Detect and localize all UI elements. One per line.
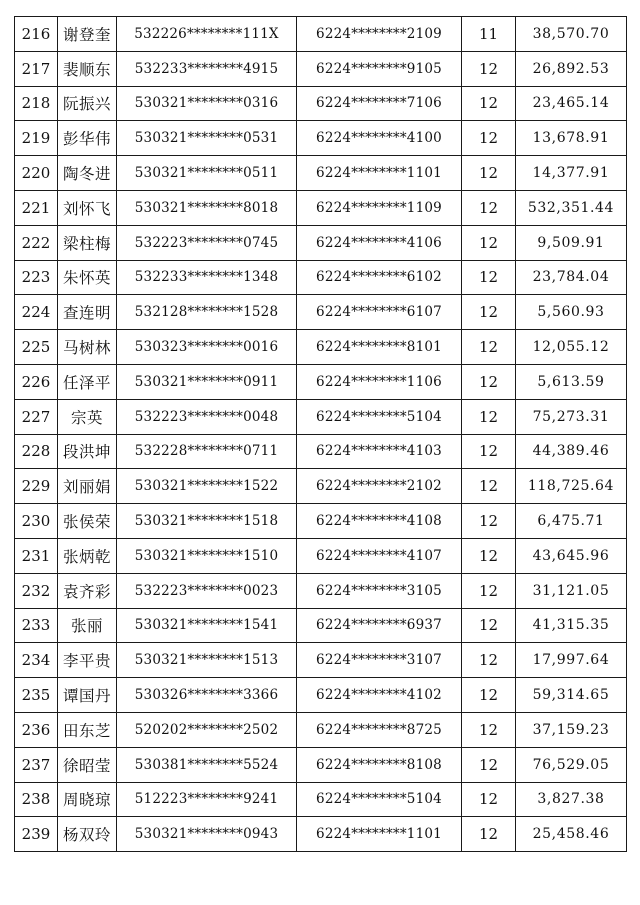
bank-card-number-cell: 6224********5104 — [297, 399, 462, 434]
month-count-cell: 12 — [462, 608, 516, 643]
month-count-cell: 12 — [462, 643, 516, 678]
row-number-cell: 225 — [15, 330, 58, 365]
row-number-cell: 236 — [15, 712, 58, 747]
person-name-cell: 梁柱梅 — [58, 225, 117, 260]
amount-cell: 23,465.14 — [516, 86, 627, 121]
month-count-cell: 12 — [462, 156, 516, 191]
id-number-cell: 530321********1522 — [117, 469, 297, 504]
table-row — [15, 86, 627, 121]
row-number-cell: 221 — [15, 190, 58, 225]
table-row — [15, 608, 627, 643]
table-row — [15, 782, 627, 817]
bank-card-number-cell: 6224********5104 — [297, 782, 462, 817]
month-count-cell: 12 — [462, 364, 516, 399]
table-row — [15, 17, 627, 52]
amount-cell: 12,055.12 — [516, 330, 627, 365]
bank-card-number-cell: 6224********4106 — [297, 225, 462, 260]
bank-card-number-cell: 6224********3107 — [297, 643, 462, 678]
row-number-cell: 235 — [15, 678, 58, 713]
person-name-cell: 袁齐彩 — [58, 573, 117, 608]
person-name-cell: 裴顺东 — [58, 51, 117, 86]
amount-cell: 44,389.46 — [516, 434, 627, 469]
person-name-cell: 任泽平 — [58, 364, 117, 399]
person-name-cell: 刘丽娟 — [58, 469, 117, 504]
id-number-cell: 530381********5524 — [117, 747, 297, 782]
table-row — [15, 190, 627, 225]
table-row — [15, 295, 627, 330]
row-number-cell: 227 — [15, 399, 58, 434]
table-row — [15, 434, 627, 469]
row-number-cell: 217 — [15, 51, 58, 86]
month-count-cell: 12 — [462, 573, 516, 608]
table-row — [15, 712, 627, 747]
person-name-cell: 谭国丹 — [58, 678, 117, 713]
month-count-cell: 12 — [462, 260, 516, 295]
person-name-cell: 李平贵 — [58, 643, 117, 678]
id-number-cell: 532223********0048 — [117, 399, 297, 434]
row-number-cell: 239 — [15, 817, 58, 852]
person-name-cell: 张丽 — [58, 608, 117, 643]
row-number-cell: 231 — [15, 538, 58, 573]
row-number-cell: 229 — [15, 469, 58, 504]
month-count-cell: 12 — [462, 225, 516, 260]
month-count-cell: 12 — [462, 678, 516, 713]
person-name-cell: 段洪坤 — [58, 434, 117, 469]
bank-card-number-cell: 6224********4107 — [297, 538, 462, 573]
table-row — [15, 538, 627, 573]
month-count-cell: 12 — [462, 295, 516, 330]
row-number-cell: 232 — [15, 573, 58, 608]
amount-cell: 38,570.70 — [516, 17, 627, 52]
bank-card-number-cell: 6224********6107 — [297, 295, 462, 330]
person-name-cell: 田东芝 — [58, 712, 117, 747]
amount-cell: 17,997.64 — [516, 643, 627, 678]
id-number-cell: 530321********0531 — [117, 121, 297, 156]
row-number-cell: 237 — [15, 747, 58, 782]
person-name-cell: 陶冬进 — [58, 156, 117, 191]
row-number-cell: 233 — [15, 608, 58, 643]
table-row — [15, 573, 627, 608]
table-row — [15, 504, 627, 539]
id-number-cell: 532223********0023 — [117, 573, 297, 608]
bank-card-number-cell: 6224********8725 — [297, 712, 462, 747]
person-name-cell: 马树林 — [58, 330, 117, 365]
row-number-cell: 226 — [15, 364, 58, 399]
amount-cell: 43,645.96 — [516, 538, 627, 573]
row-number-cell: 220 — [15, 156, 58, 191]
person-name-cell: 张炳乾 — [58, 538, 117, 573]
amount-cell: 3,827.38 — [516, 782, 627, 817]
bank-card-number-cell: 6224********8108 — [297, 747, 462, 782]
id-number-cell: 512223********9241 — [117, 782, 297, 817]
row-number-cell: 228 — [15, 434, 58, 469]
row-number-cell: 216 — [15, 17, 58, 52]
bank-card-number-cell: 6224********6102 — [297, 260, 462, 295]
bank-card-number-cell: 6224********8101 — [297, 330, 462, 365]
person-name-cell: 朱怀英 — [58, 260, 117, 295]
amount-cell: 59,314.65 — [516, 678, 627, 713]
id-number-cell: 530321********8018 — [117, 190, 297, 225]
amount-cell: 5,613.59 — [516, 364, 627, 399]
amount-cell: 9,509.91 — [516, 225, 627, 260]
bank-card-number-cell: 6224********2109 — [297, 17, 462, 52]
amount-cell: 6,475.71 — [516, 504, 627, 539]
month-count-cell: 12 — [462, 747, 516, 782]
id-number-cell: 530321********0911 — [117, 364, 297, 399]
id-number-cell: 530321********0943 — [117, 817, 297, 852]
table-row — [15, 51, 627, 86]
id-number-cell: 530326********3366 — [117, 678, 297, 713]
bank-card-number-cell: 6224********4103 — [297, 434, 462, 469]
id-number-cell: 532228********0711 — [117, 434, 297, 469]
amount-cell: 41,315.35 — [516, 608, 627, 643]
bank-card-number-cell: 6224********1109 — [297, 190, 462, 225]
person-name-cell: 阮振兴 — [58, 86, 117, 121]
id-number-cell: 532233********4915 — [117, 51, 297, 86]
id-number-cell: 530321********1510 — [117, 538, 297, 573]
id-number-cell: 530321********1518 — [117, 504, 297, 539]
id-number-cell: 530323********0016 — [117, 330, 297, 365]
table-row — [15, 469, 627, 504]
bank-card-number-cell: 6224********1101 — [297, 156, 462, 191]
amount-cell: 118,725.64 — [516, 469, 627, 504]
month-count-cell: 12 — [462, 712, 516, 747]
amount-cell: 25,458.46 — [516, 817, 627, 852]
month-count-cell: 12 — [462, 399, 516, 434]
bank-card-number-cell: 6224********1106 — [297, 364, 462, 399]
month-count-cell: 12 — [462, 51, 516, 86]
person-name-cell: 彭华伟 — [58, 121, 117, 156]
id-number-cell: 532223********0745 — [117, 225, 297, 260]
id-number-cell: 532128********1528 — [117, 295, 297, 330]
amount-cell: 31,121.05 — [516, 573, 627, 608]
id-number-cell: 532226********111X — [117, 17, 297, 52]
id-number-cell: 530321********0511 — [117, 156, 297, 191]
row-number-cell: 238 — [15, 782, 58, 817]
bank-card-number-cell: 6224********2102 — [297, 469, 462, 504]
person-name-cell: 宗英 — [58, 399, 117, 434]
amount-cell: 23,784.04 — [516, 260, 627, 295]
person-name-cell: 谢登奎 — [58, 17, 117, 52]
row-number-cell: 222 — [15, 225, 58, 260]
row-number-cell: 224 — [15, 295, 58, 330]
row-number-cell: 219 — [15, 121, 58, 156]
payment-table — [14, 16, 627, 852]
amount-cell: 14,377.91 — [516, 156, 627, 191]
id-number-cell: 520202********2502 — [117, 712, 297, 747]
amount-cell: 75,273.31 — [516, 399, 627, 434]
table-row — [15, 678, 627, 713]
bank-card-number-cell: 6224********9105 — [297, 51, 462, 86]
month-count-cell: 12 — [462, 469, 516, 504]
bank-card-number-cell: 6224********7106 — [297, 86, 462, 121]
table-row — [15, 260, 627, 295]
table-row — [15, 643, 627, 678]
table-row — [15, 225, 627, 260]
bank-card-number-cell: 6224********3105 — [297, 573, 462, 608]
row-number-cell: 230 — [15, 504, 58, 539]
month-count-cell: 12 — [462, 190, 516, 225]
row-number-cell: 234 — [15, 643, 58, 678]
table-row — [15, 156, 627, 191]
person-name-cell: 徐昭莹 — [58, 747, 117, 782]
month-count-cell: 12 — [462, 504, 516, 539]
month-count-cell: 12 — [462, 817, 516, 852]
table-row — [15, 817, 627, 852]
id-number-cell: 532233********1348 — [117, 260, 297, 295]
month-count-cell: 12 — [462, 330, 516, 365]
id-number-cell: 530321********1513 — [117, 643, 297, 678]
person-name-cell: 周晓琼 — [58, 782, 117, 817]
bank-card-number-cell: 6224********4100 — [297, 121, 462, 156]
amount-cell: 37,159.23 — [516, 712, 627, 747]
month-count-cell: 12 — [462, 121, 516, 156]
month-count-cell: 12 — [462, 538, 516, 573]
person-name-cell: 查连明 — [58, 295, 117, 330]
table-body — [15, 17, 627, 852]
month-count-cell: 12 — [462, 434, 516, 469]
person-name-cell: 张侯荣 — [58, 504, 117, 539]
person-name-cell: 刘怀飞 — [58, 190, 117, 225]
table-row — [15, 330, 627, 365]
month-count-cell: 12 — [462, 782, 516, 817]
amount-cell: 5,560.93 — [516, 295, 627, 330]
bank-card-number-cell: 6224********6937 — [297, 608, 462, 643]
bank-card-number-cell: 6224********4108 — [297, 504, 462, 539]
id-number-cell: 530321********0316 — [117, 86, 297, 121]
person-name-cell: 杨双玲 — [58, 817, 117, 852]
amount-cell: 13,678.91 — [516, 121, 627, 156]
month-count-cell: 12 — [462, 86, 516, 121]
table-row — [15, 121, 627, 156]
table-row — [15, 364, 627, 399]
month-count-cell: 11 — [462, 17, 516, 52]
table-row — [15, 747, 627, 782]
row-number-cell: 223 — [15, 260, 58, 295]
bank-card-number-cell: 6224********1101 — [297, 817, 462, 852]
id-number-cell: 530321********1541 — [117, 608, 297, 643]
row-number-cell: 218 — [15, 86, 58, 121]
table-row — [15, 399, 627, 434]
amount-cell: 532,351.44 — [516, 190, 627, 225]
amount-cell: 76,529.05 — [516, 747, 627, 782]
amount-cell: 26,892.53 — [516, 51, 627, 86]
bank-card-number-cell: 6224********4102 — [297, 678, 462, 713]
